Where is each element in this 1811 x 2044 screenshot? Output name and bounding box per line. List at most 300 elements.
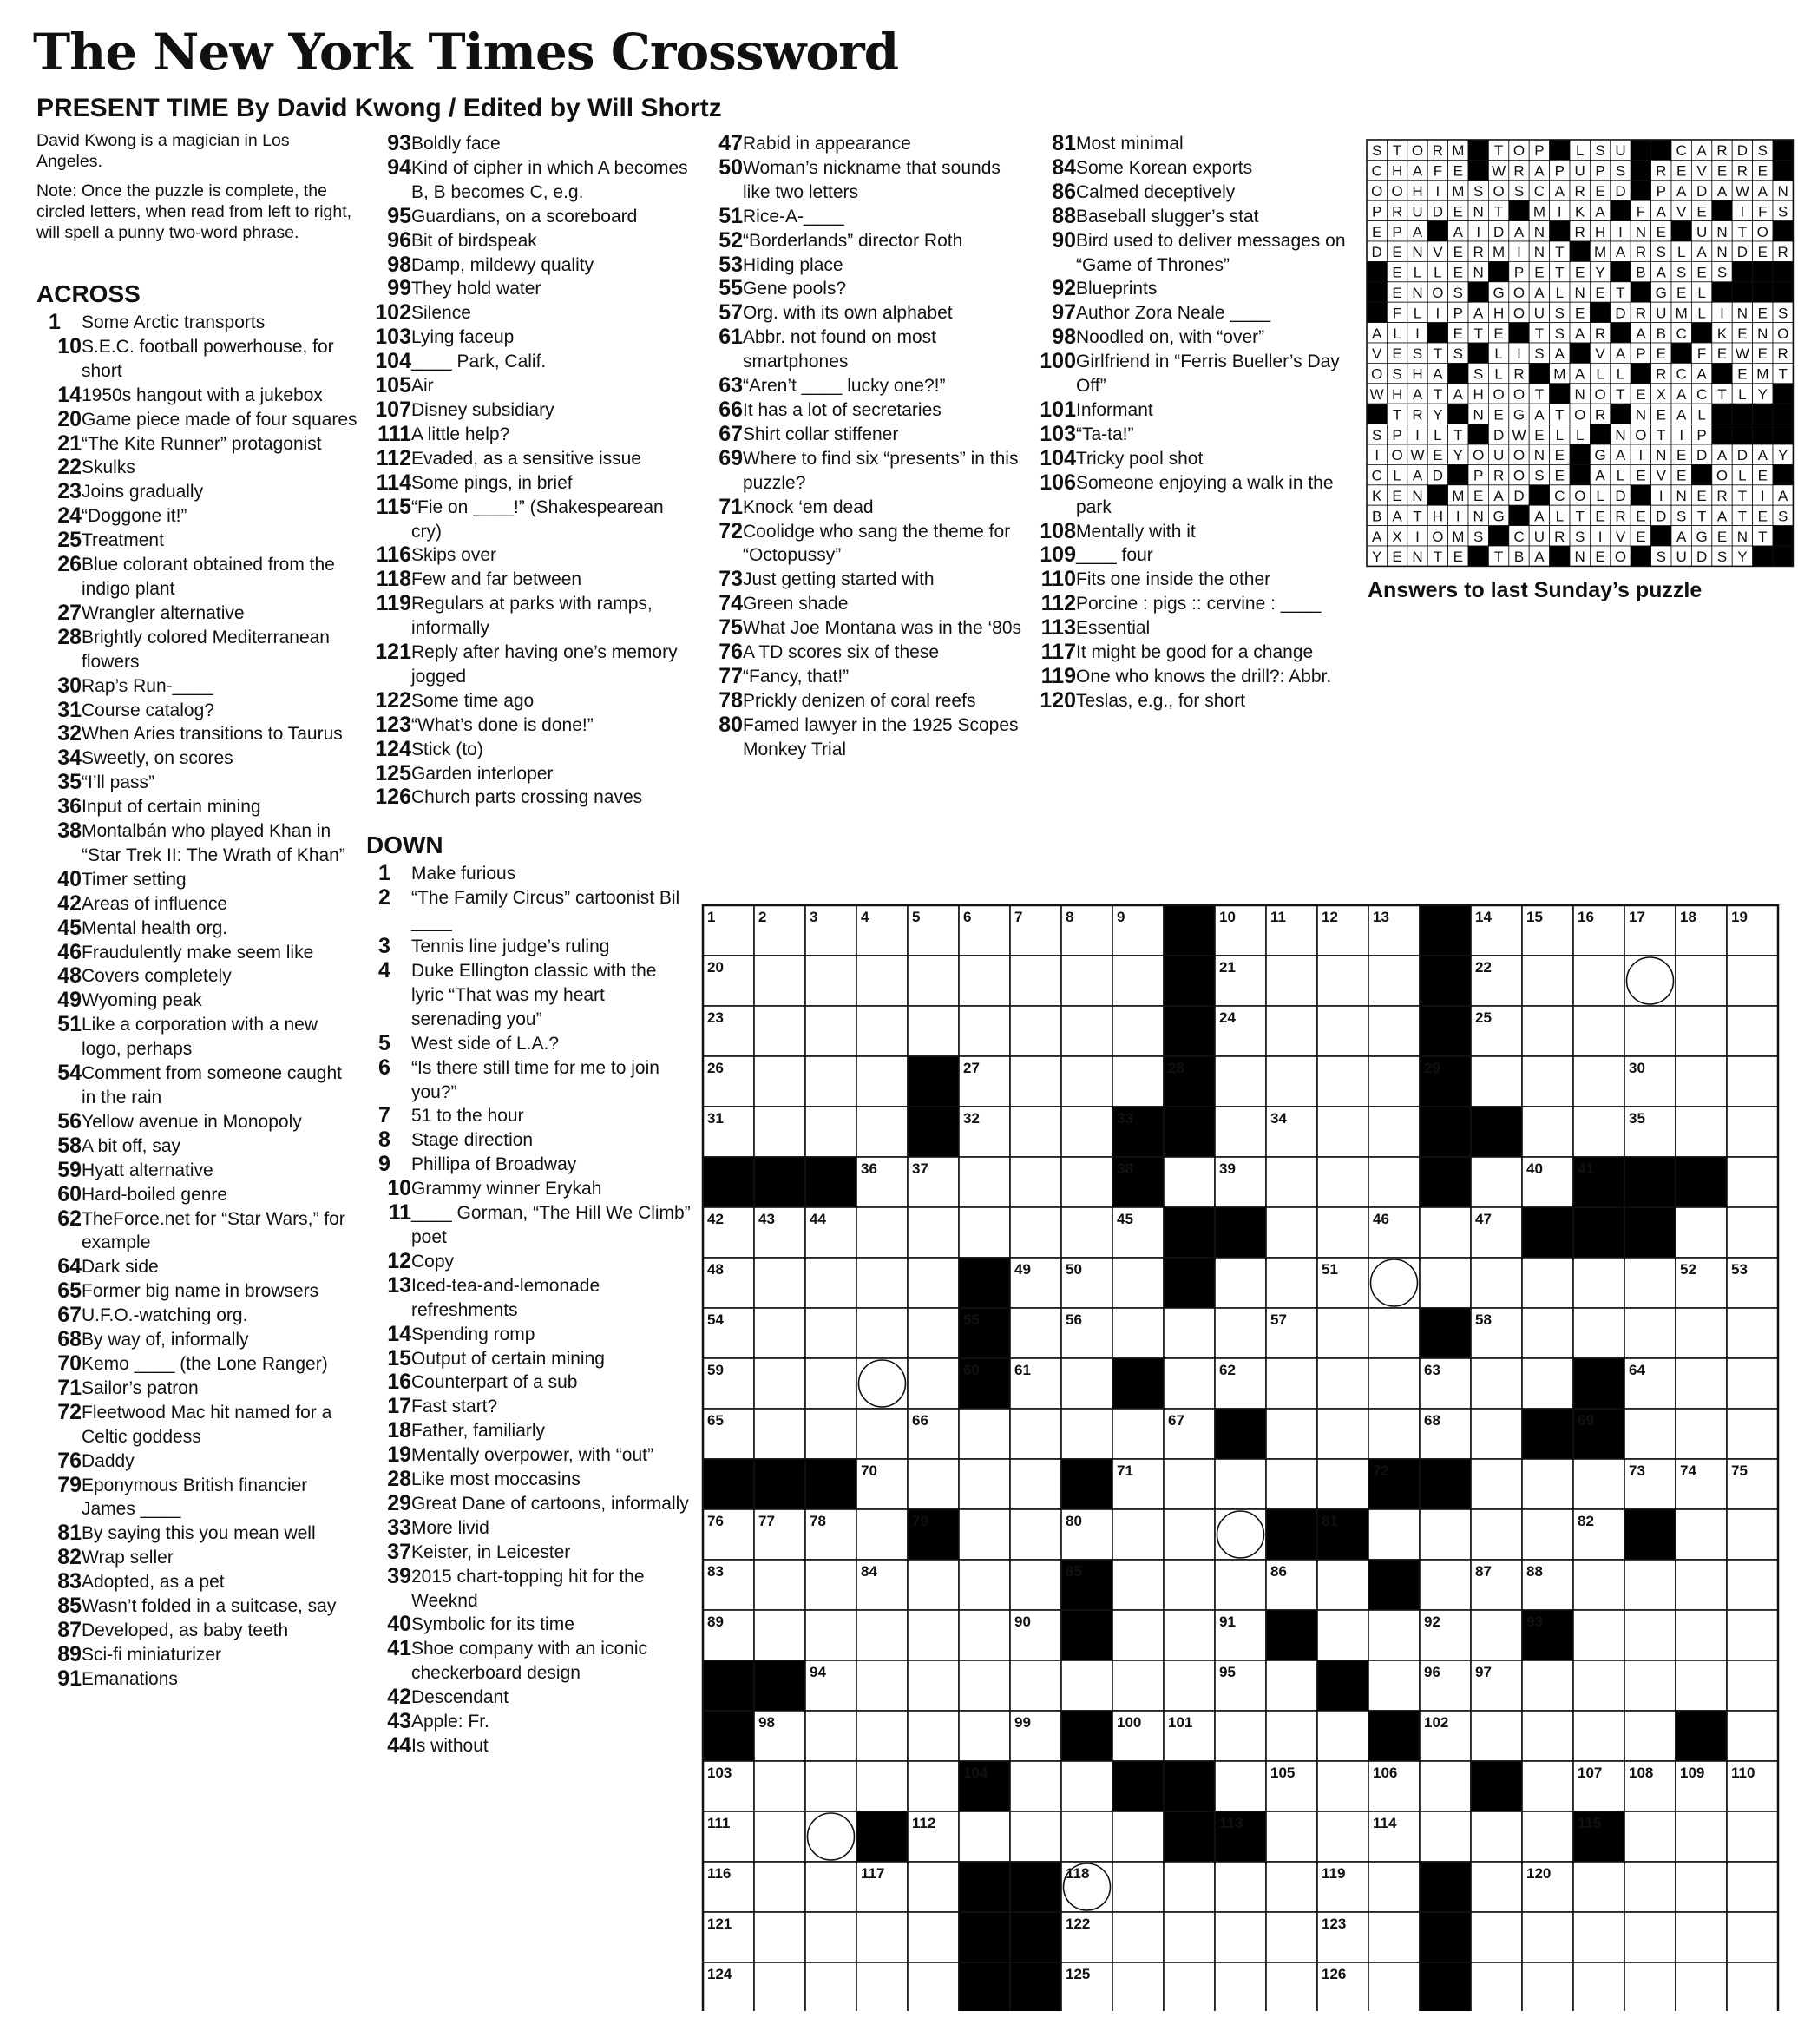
grid-cell[interactable] — [1522, 1056, 1573, 1107]
grid-cell[interactable] — [1624, 1610, 1676, 1660]
grid-cell[interactable] — [1522, 1308, 1573, 1358]
grid-cell[interactable] — [1317, 1107, 1368, 1157]
clue-text: TheForce.net for “Star Wars,” for example — [82, 1208, 351, 1253]
grid-cell[interactable] — [805, 1610, 856, 1660]
grid-cell[interactable] — [1368, 1962, 1420, 2011]
grid-cell[interactable] — [805, 1258, 856, 1308]
cell-number: 63 — [1424, 1362, 1440, 1378]
grid-cell[interactable] — [1522, 1761, 1573, 1811]
grid-cell[interactable] — [908, 956, 959, 1006]
grid-cell[interactable] — [1061, 956, 1112, 1006]
grid-cell[interactable] — [1573, 1660, 1624, 1711]
grid-cell[interactable] — [1317, 1308, 1368, 1358]
grid-cell[interactable] — [754, 1308, 805, 1358]
grid-cell[interactable] — [1624, 1006, 1676, 1056]
grid-cell[interactable] — [1573, 1862, 1624, 1912]
grid-cell[interactable] — [754, 1811, 805, 1862]
grid-cell[interactable] — [1676, 956, 1727, 1006]
grid-cell[interactable] — [805, 1107, 856, 1157]
grid-cell[interactable] — [805, 956, 856, 1006]
grid-cell[interactable] — [1010, 1459, 1061, 1509]
grid-cell[interactable] — [805, 1761, 856, 1811]
grid-cell[interactable] — [856, 1409, 908, 1459]
grid-cell[interactable] — [1727, 956, 1778, 1006]
grid-cell[interactable] — [754, 1560, 805, 1610]
grid-cell[interactable] — [856, 1358, 908, 1409]
grid-cell[interactable] — [856, 1107, 908, 1157]
grid-cell[interactable] — [1266, 1258, 1317, 1308]
grid-cell[interactable] — [754, 956, 805, 1006]
grid-cell[interactable] — [1112, 1056, 1164, 1107]
grid-cell[interactable] — [856, 1308, 908, 1358]
grid-cell[interactable] — [959, 1207, 1010, 1258]
grid-cell[interactable] — [1317, 1711, 1368, 1761]
grid-cell[interactable] — [1266, 1811, 1317, 1862]
grid-cell[interactable] — [805, 1056, 856, 1107]
grid-cell[interactable] — [1471, 1811, 1522, 1862]
down-clue-71 — [698, 496, 1022, 520]
grid-cell[interactable] — [1266, 1409, 1317, 1459]
grid-cell[interactable] — [1573, 1962, 1624, 2011]
grid-cell[interactable] — [1471, 1056, 1522, 1107]
grid-cell[interactable] — [1112, 1308, 1164, 1358]
grid-cell[interactable] — [1112, 956, 1164, 1006]
grid-cell[interactable] — [1471, 1610, 1522, 1660]
grid-cell[interactable] — [1471, 1258, 1522, 1308]
grid-cell[interactable] — [1727, 1509, 1778, 1560]
grid-cell[interactable] — [1676, 1862, 1727, 1912]
grid-cell[interactable] — [959, 1157, 1010, 1207]
grid-cell[interactable] — [1061, 1107, 1112, 1157]
grid-cell[interactable] — [1471, 1459, 1522, 1509]
grid-cell[interactable] — [1317, 1157, 1368, 1207]
grid-cell[interactable] — [1215, 1308, 1266, 1358]
answer-block — [1712, 363, 1732, 383]
grid-cell[interactable] — [754, 1258, 805, 1308]
grid-cell[interactable] — [1420, 1509, 1471, 1560]
grid-cell[interactable] — [908, 1610, 959, 1660]
grid-cell[interactable] — [1676, 1509, 1727, 1560]
grid-cell[interactable] — [1112, 1409, 1164, 1459]
grid-cell[interactable] — [1368, 1660, 1420, 1711]
grid-cell[interactable] — [1573, 1056, 1624, 1107]
grid-cell[interactable] — [1112, 1862, 1164, 1912]
grid-cell[interactable] — [1573, 956, 1624, 1006]
grid-cell[interactable] — [1420, 1560, 1471, 1610]
grid-cell[interactable] — [1420, 1258, 1471, 1308]
grid-cell[interactable] — [908, 1711, 959, 1761]
grid-cell[interactable] — [1266, 1711, 1317, 1761]
grid-cell[interactable] — [1676, 1560, 1727, 1610]
grid-cell[interactable] — [1215, 1258, 1266, 1308]
grid-cell[interactable] — [1266, 956, 1317, 1006]
clue-text: Output of certain mining — [411, 1348, 605, 1369]
grid-cell[interactable] — [1317, 1610, 1368, 1660]
grid-cell[interactable] — [1471, 1157, 1522, 1207]
grid-cell[interactable] — [1471, 1409, 1522, 1459]
grid-cell[interactable] — [908, 1258, 959, 1308]
grid-cell[interactable] — [805, 1308, 856, 1358]
grid-cell[interactable] — [1471, 1962, 1522, 2011]
grid-cell[interactable] — [1266, 1157, 1317, 1207]
grid-cell[interactable] — [1317, 1409, 1368, 1459]
grid-cell[interactable] — [1061, 1157, 1112, 1207]
grid-cell[interactable] — [1676, 1811, 1727, 1862]
grid-cell[interactable] — [1368, 1610, 1420, 1660]
grid-cell[interactable] — [754, 1358, 805, 1409]
grid-cell[interactable] — [1215, 1761, 1266, 1811]
grid-cell[interactable] — [1164, 1308, 1215, 1358]
grid-cell[interactable] — [1164, 1560, 1215, 1610]
grid-cell[interactable] — [1112, 1811, 1164, 1862]
grid-cell[interactable] — [1676, 1358, 1727, 1409]
grid-cell[interactable] — [1010, 1006, 1061, 1056]
grid-cell[interactable] — [1522, 1358, 1573, 1409]
answer-block — [1753, 404, 1773, 424]
grid-cell[interactable] — [856, 1912, 908, 1962]
grid-cell[interactable] — [1727, 1358, 1778, 1409]
grid-cell[interactable] — [1215, 1107, 1266, 1157]
grid-cell[interactable] — [856, 1610, 908, 1660]
grid-cell[interactable] — [1727, 1660, 1778, 1711]
grid-cell[interactable] — [959, 1660, 1010, 1711]
grid-cell[interactable] — [1624, 1711, 1676, 1761]
grid-cell[interactable] — [1164, 1660, 1215, 1711]
grid-cell[interactable] — [1010, 956, 1061, 1006]
grid-cell[interactable] — [1061, 1660, 1112, 1711]
grid-cell[interactable] — [856, 1056, 908, 1107]
grid-cell[interactable] — [1522, 1509, 1573, 1560]
grid-cell[interactable] — [1112, 1912, 1164, 1962]
grid-cell[interactable] — [959, 1509, 1010, 1560]
grid-cell[interactable] — [754, 1912, 805, 1962]
grid-cell[interactable] — [1266, 1207, 1317, 1258]
grid-cell[interactable] — [805, 1560, 856, 1610]
grid-cell[interactable] — [1522, 1258, 1573, 1308]
grid-cell[interactable] — [1676, 1912, 1727, 1962]
grid-cell[interactable] — [1215, 1962, 1266, 2011]
grid-cell[interactable] — [1727, 1711, 1778, 1761]
grid-cell[interactable] — [1317, 1358, 1368, 1409]
grid-cell[interactable] — [908, 1006, 959, 1056]
grid-cell[interactable] — [1471, 1711, 1522, 1761]
grid-cell[interactable] — [1420, 1207, 1471, 1258]
answer-letter: E — [1636, 467, 1646, 484]
grid-cell[interactable] — [1676, 1006, 1727, 1056]
grid-cell[interactable] — [1522, 1912, 1573, 1962]
grid-cell[interactable] — [754, 1056, 805, 1107]
grid-cell[interactable] — [1266, 1056, 1317, 1107]
grid-cell[interactable] — [1573, 1711, 1624, 1761]
grid-cell[interactable] — [1624, 1912, 1676, 1962]
grid-cell[interactable] — [1317, 1459, 1368, 1509]
grid-cell[interactable] — [1727, 1409, 1778, 1459]
grid-cell[interactable] — [1317, 1056, 1368, 1107]
cell-number: 53 — [1731, 1261, 1748, 1278]
grid-cell[interactable] — [1164, 1358, 1215, 1409]
grid-cell[interactable] — [1164, 1509, 1215, 1560]
grid-cell[interactable] — [959, 1811, 1010, 1862]
grid-cell[interactable] — [1266, 1006, 1317, 1056]
grid-cell[interactable] — [1010, 1157, 1061, 1207]
across-clue-114 — [366, 471, 691, 496]
grid-cell[interactable] — [1215, 1862, 1266, 1912]
grid-cell[interactable] — [1522, 1811, 1573, 1862]
cell-number: 37 — [912, 1160, 928, 1177]
grid-cell[interactable] — [1061, 1006, 1112, 1056]
grid-cell[interactable] — [1676, 1610, 1727, 1660]
grid-cell[interactable] — [1164, 1912, 1215, 1962]
grid-cell[interactable] — [1010, 1509, 1061, 1560]
grid-cell[interactable] — [1266, 1862, 1317, 1912]
grid-cell[interactable] — [856, 1711, 908, 1761]
grid-cell[interactable] — [1010, 1660, 1061, 1711]
grid-cell[interactable] — [1368, 1409, 1420, 1459]
grid-cell[interactable] — [1624, 1811, 1676, 1862]
grid-cell[interactable] — [1624, 1258, 1676, 1308]
grid-cell[interactable] — [1215, 1056, 1266, 1107]
grid-cell[interactable] — [1573, 1912, 1624, 1962]
grid-cell[interactable] — [1573, 1107, 1624, 1157]
grid-cell[interactable] — [1010, 1056, 1061, 1107]
grid-cell[interactable] — [1112, 1006, 1164, 1056]
grid-cell[interactable] — [1266, 1660, 1317, 1711]
grid-cell[interactable] — [754, 1006, 805, 1056]
grid-cell[interactable] — [754, 1962, 805, 2011]
grid-cell[interactable] — [959, 1610, 1010, 1660]
grid-cell[interactable] — [1112, 1509, 1164, 1560]
grid-cell[interactable] — [856, 1258, 908, 1308]
grid-cell[interactable] — [959, 1560, 1010, 1610]
grid-cell[interactable] — [1215, 1912, 1266, 1962]
grid-cell[interactable] — [908, 1358, 959, 1409]
grid-cell[interactable] — [1624, 1862, 1676, 1912]
grid-cell[interactable] — [1215, 1509, 1266, 1560]
grid-cell[interactable] — [1471, 1358, 1522, 1409]
grid-cell[interactable] — [1215, 1459, 1266, 1509]
grid-cell[interactable] — [1676, 1962, 1727, 2011]
cell-number: 17 — [1629, 909, 1645, 925]
grid-cell[interactable] — [1368, 1308, 1420, 1358]
grid-cell[interactable] — [1215, 1560, 1266, 1610]
grid-cell[interactable] — [754, 1862, 805, 1912]
grid-cell[interactable] — [1112, 1660, 1164, 1711]
grid-cell[interactable] — [1573, 1610, 1624, 1660]
grid-cell[interactable] — [1727, 1107, 1778, 1157]
grid-cell[interactable] — [908, 1761, 959, 1811]
grid-cell[interactable] — [1573, 1459, 1624, 1509]
grid-cell[interactable] — [1573, 1560, 1624, 1610]
grid-cell[interactable] — [1266, 1962, 1317, 2011]
grid-cell[interactable] — [805, 1006, 856, 1056]
grid-cell[interactable] — [1061, 1761, 1112, 1811]
grid-cell[interactable] — [1727, 1207, 1778, 1258]
grid-cell[interactable] — [805, 1409, 856, 1459]
grid-cell[interactable] — [1317, 1811, 1368, 1862]
answer-letter: V — [1595, 345, 1605, 363]
grid-cell[interactable] — [1266, 1459, 1317, 1509]
grid-cell[interactable] — [754, 1107, 805, 1157]
grid-cell[interactable] — [1522, 1006, 1573, 1056]
grid-cell[interactable] — [1676, 1660, 1727, 1711]
clue-number: 96 — [387, 227, 411, 253]
grid-cell[interactable] — [1317, 956, 1368, 1006]
grid-cell[interactable] — [908, 1912, 959, 1962]
across-clue-83 — [36, 1570, 358, 1594]
grid-cell[interactable] — [1164, 1157, 1215, 1207]
grid-cell[interactable] — [1676, 1308, 1727, 1358]
grid-cell[interactable] — [959, 1409, 1010, 1459]
grid-cell[interactable] — [1010, 1107, 1061, 1157]
grid-cell[interactable] — [754, 1610, 805, 1660]
grid-cell[interactable] — [1266, 1358, 1317, 1409]
grid-cell[interactable] — [1573, 1308, 1624, 1358]
grid-cell[interactable] — [1164, 1962, 1215, 2011]
grid-cell[interactable] — [1317, 1006, 1368, 1056]
grid-cell[interactable] — [1368, 1157, 1420, 1207]
grid-cell[interactable] — [1727, 1962, 1778, 2011]
clue-number: 118 — [376, 567, 411, 592]
grid-cell[interactable] — [1727, 1610, 1778, 1660]
grid-cell[interactable] — [856, 1962, 908, 2011]
grid-cell[interactable] — [1471, 1862, 1522, 1912]
grid-cell[interactable] — [1727, 1811, 1778, 1862]
grid-cell[interactable] — [959, 1459, 1010, 1509]
grid-cell[interactable] — [1061, 1811, 1112, 1862]
grid-cell[interactable] — [805, 1811, 856, 1862]
grid-cell[interactable] — [1727, 1308, 1778, 1358]
grid-cell[interactable] — [1010, 1761, 1061, 1811]
grid-cell[interactable] — [856, 1006, 908, 1056]
grid-cell[interactable] — [754, 1761, 805, 1811]
grid-cell[interactable] — [1368, 1862, 1420, 1912]
grid-cell[interactable] — [1522, 1711, 1573, 1761]
grid-cell[interactable] — [1010, 1207, 1061, 1258]
grid-cell[interactable] — [1471, 1912, 1522, 1962]
grid-cell[interactable] — [1112, 1610, 1164, 1660]
grid-cell[interactable] — [1368, 1509, 1420, 1560]
grid-cell[interactable] — [856, 1761, 908, 1811]
grid-cell[interactable] — [1624, 1308, 1676, 1358]
across-clue-95 — [366, 205, 691, 229]
grid-cell[interactable] — [1624, 1560, 1676, 1610]
grid-cell[interactable] — [908, 1862, 959, 1912]
grid-cell[interactable] — [1368, 1056, 1420, 1107]
grid-cell[interactable] — [1420, 1761, 1471, 1811]
grid-cell[interactable] — [1727, 1912, 1778, 1962]
grid-cell[interactable] — [1368, 1107, 1420, 1157]
grid-cell[interactable] — [1727, 1862, 1778, 1912]
grid-cell[interactable] — [1420, 1811, 1471, 1862]
grid-cell[interactable] — [1676, 1056, 1727, 1107]
grid-cell[interactable] — [908, 1660, 959, 1711]
grid-cell[interactable] — [805, 1862, 856, 1912]
grid-cell[interactable] — [805, 1711, 856, 1761]
grid-cell[interactable] — [856, 956, 908, 1006]
grid-cell[interactable] — [1727, 1056, 1778, 1107]
grid-cell[interactable] — [1624, 1660, 1676, 1711]
grid-cell[interactable] — [1317, 1761, 1368, 1811]
grid-cell[interactable] — [959, 956, 1010, 1006]
grid-cell[interactable] — [1061, 1409, 1112, 1459]
grid-cell[interactable] — [856, 1207, 908, 1258]
grid-cell[interactable] — [1368, 956, 1420, 1006]
grid-cell[interactable] — [1676, 1409, 1727, 1459]
grid-cell[interactable] — [805, 1962, 856, 2011]
grid-cell[interactable] — [805, 1358, 856, 1409]
grid-cell[interactable] — [754, 1409, 805, 1459]
grid-cell[interactable] — [805, 1912, 856, 1962]
grid-cell[interactable] — [1727, 1006, 1778, 1056]
grid-cell[interactable] — [1112, 1962, 1164, 2011]
grid-cell[interactable] — [1624, 956, 1676, 1006]
grid-cell[interactable] — [1522, 1107, 1573, 1157]
grid-cell[interactable] — [1112, 1560, 1164, 1610]
grid-cell[interactable] — [908, 1962, 959, 2011]
grid-cell[interactable] — [1676, 1207, 1727, 1258]
grid-cell[interactable] — [1061, 1358, 1112, 1409]
cell-number: 126 — [1322, 1966, 1347, 1982]
clue-text: “I’ll pass” — [82, 772, 155, 793]
grid-cell[interactable] — [1061, 1207, 1112, 1258]
grid-cell[interactable] — [908, 1560, 959, 1610]
grid-cell[interactable] — [908, 1308, 959, 1358]
grid-cell[interactable] — [908, 1459, 959, 1509]
crossword-grid[interactable] — [701, 904, 1781, 2011]
grid-cell[interactable] — [1573, 1006, 1624, 1056]
grid-cell[interactable] — [1266, 1912, 1317, 1962]
grid-cell[interactable] — [1061, 1056, 1112, 1107]
answer-letter: N — [1533, 223, 1545, 240]
grid-cell[interactable] — [1522, 1459, 1573, 1509]
grid-cell[interactable] — [1522, 1660, 1573, 1711]
grid-cell[interactable] — [1368, 1358, 1420, 1409]
grid-cell[interactable] — [1010, 1811, 1061, 1862]
grid-cell[interactable] — [1010, 1409, 1061, 1459]
grid-cell[interactable] — [856, 1660, 908, 1711]
grid-cell[interactable] — [959, 1006, 1010, 1056]
grid-cell[interactable] — [1624, 1409, 1676, 1459]
grid-cell[interactable] — [1368, 1912, 1420, 1962]
grid-cell[interactable] — [1368, 1258, 1420, 1308]
grid-cell[interactable] — [1317, 1560, 1368, 1610]
grid-cell[interactable] — [1368, 1006, 1420, 1056]
grid-cell[interactable] — [1624, 1962, 1676, 2011]
grid-cell[interactable] — [1164, 1862, 1215, 1912]
grid-cell[interactable] — [1727, 1560, 1778, 1610]
grid-cell[interactable] — [1676, 1107, 1727, 1157]
grid-cell[interactable] — [1317, 1207, 1368, 1258]
grid-cell[interactable] — [1164, 1610, 1215, 1660]
clue-number: 117 — [1040, 640, 1076, 665]
grid-cell[interactable] — [1471, 1509, 1522, 1560]
grid-cell[interactable] — [1164, 1459, 1215, 1509]
grid-cell[interactable] — [959, 1711, 1010, 1761]
clue-text: Spending romp — [411, 1324, 535, 1344]
grid-cell[interactable] — [856, 1509, 908, 1560]
grid-cell[interactable] — [1573, 1258, 1624, 1308]
grid-cell[interactable] — [1522, 956, 1573, 1006]
grid-cell[interactable] — [1727, 1157, 1778, 1207]
grid-cell[interactable] — [1112, 1258, 1164, 1308]
answer-letter: O — [1777, 325, 1789, 342]
grid-cell[interactable] — [908, 1207, 959, 1258]
grid-cell[interactable] — [1010, 1560, 1061, 1610]
answer-letter: A — [1513, 223, 1525, 240]
grid-cell[interactable] — [1010, 1308, 1061, 1358]
grid-cell[interactable] — [1522, 1962, 1573, 2011]
grid-cell[interactable] — [1215, 1711, 1266, 1761]
